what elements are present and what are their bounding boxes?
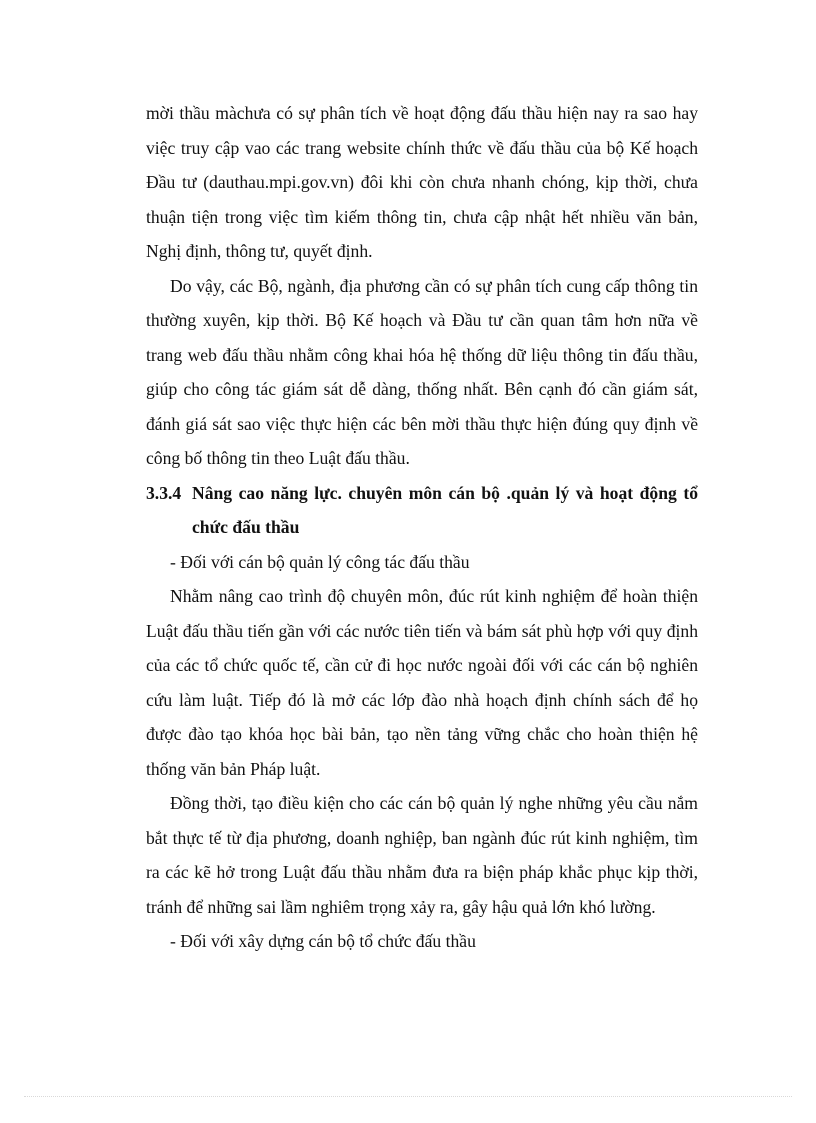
paragraph: Nhằm nâng cao trình độ chuyên môn, đúc rút kinh nghiệm để hoàn thiện Luật đấu thầu tiến gần với các nước tiên tiến và bám sát phù hợp với quy định của các tổ chức quốc tế, cần cử đi học nước ngoài đối với các cán bộ nghiên cứu làm luật. Tiếp đó là mở các lớp đào nhà hoạch định chính sách để họ được đào tạo khóa học bài bản, tạo nền tảng vững chắc cho hoàn thiện hệ thống văn bản Pháp luật. — [146, 586, 698, 779]
bullet-item: - Đối với cán bộ quản lý công tác đấu thầu — [170, 551, 470, 572]
document-body — [146, 96, 698, 959]
paragraph-continuation: mời thầu màchưa có sự phân tích về hoạt động đấu thầu hiện nay ra sao hay việc truy cập vao các trang website chính thức về đấu thầu của bộ Kế hoạch Đầu tư (dauthau.mpi.gov.vn) đôi khi còn chưa nhanh chóng, kịp thời, chưa thuận tiện trong việc tìm kiếm thông tin, chưa cập nhật hết nhiều văn bản, Nghị định, thông tư, quyết định. — [146, 103, 698, 261]
paragraph: Đồng thời, tạo điều kiện cho các cán bộ quản lý nghe những yêu cầu nắm bắt thực tế từ địa phương, doanh nghiệp, ban ngành đúc rút kinh nghiệm, tìm ra các kẽ hở trong Luật đấu thầu nhằm đưa ra biện pháp khắc phục kịp thời, tránh để những sai lầm nghiêm trọng xảy ra, gây hậu quả lớn khó lường. — [146, 793, 698, 917]
section-number: 3.3.4 — [146, 482, 182, 503]
section-title: Nâng cao năng lực. chuyên môn cán bộ .quản lý và hoạt động tổ chức đấu thầu — [192, 482, 698, 537]
paragraph: Do vậy, các Bộ, ngành, địa phương cần có sự phân tích cung cấp thông tin thường xuyên, kịp thời. Bộ Kế hoạch và Đầu tư cần quan tâm hơn nữa về trang web đấu thầu nhằm công khai hóa hệ thống dữ liệu thông tin đấu thầu, giúp cho công tác giám sát dễ dàng, thống nhất. Bên cạnh đó cần giám sát, đánh giá sát sao việc thực hiện các bên mời thầu thực hiện đúng quy định về công bố thông tin theo Luật đấu thầu. — [146, 275, 698, 468]
bullet-item: - Đối với xây dựng cán bộ tổ chức đấu thầu — [170, 931, 476, 951]
section-heading — [146, 476, 698, 545]
page-footer-divider — [24, 1096, 792, 1097]
